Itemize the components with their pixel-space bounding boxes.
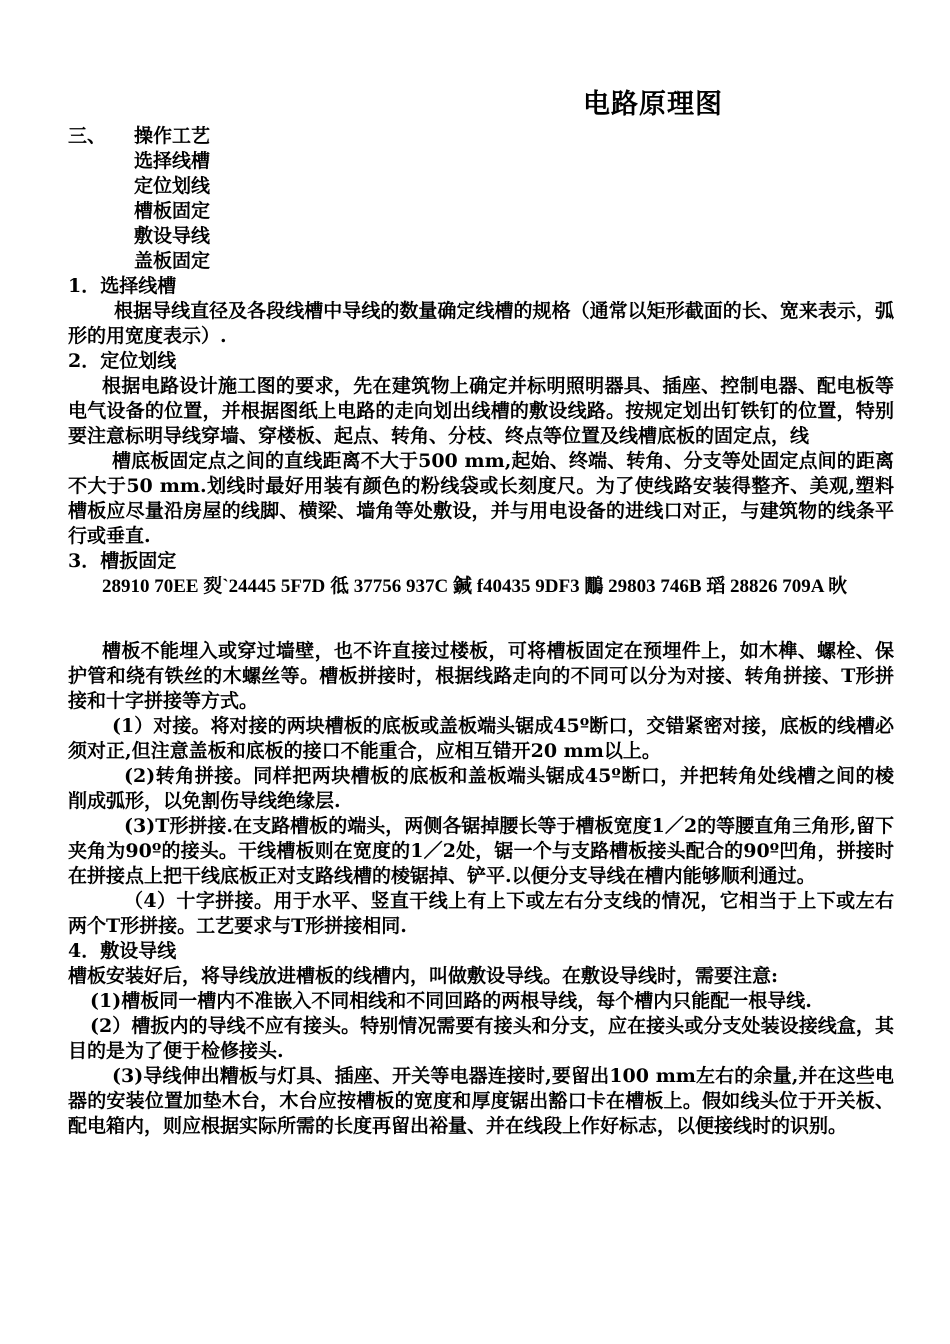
outline-item: 选择线槽: [134, 150, 211, 172]
page-title: 电路原理图: [583, 89, 723, 120]
section-heading: 2．定位划线: [68, 350, 177, 372]
paragraph: (2)转角拼接。同样把两块槽板的底板和盖板端头锯成45º断口，并把转角处线槽之间的棱削成弧形，以免割伤导线绝缘层.: [68, 765, 894, 812]
outline-item: 槽板固定: [134, 200, 211, 222]
outline-block: [68, 124, 894, 274]
paragraph: 槽底板固定点之间的直线距离不大于500 mm,起始、终端、转角、分支等处固定点间的距离不大于50 mm.划线时最好用装有颜色的粉线袋或长刻度尺。为了使线路安装得整齐、美观,塑料槽板应尽量沿房屋的线脚、横梁、墙角等处敷设，并与用电设备的进线口对正，与建筑物的线条平行或垂直.: [68, 450, 894, 547]
paragraph: (3)T形拼接.在支路槽板的端头，两侧各锯掉腰长等于槽板宽度1／2的等腰直角三角形,留下夹角为90º的接头。干线槽板则在宽度的1／2处，锯一个与支路槽板接头配合的90º凹角，拼接时在拼接点上把干线底板正对支路线槽的棱锯掉、铲平.以便分支导线在槽内能够顺利通过。: [68, 815, 894, 887]
paragraph: 槽板不能埋入或穿过墙壁，也不许直接过楼板，可将槽板固定在预埋件上，如木榫、螺栓、保护管和绕有铁丝的木螺丝等。槽板拼接时，根据线路走向的不同可以分为对接、转角拼接、T形拼接和十字拼接等方式。: [68, 640, 894, 712]
paragraph: (2）槽扳内的导线不应有接头。特别情况需要有接头和分支，应在接头或分支处装设接线盒，其目的是为了便于检修接头.: [68, 1015, 894, 1062]
section-heading: 3．槽扳固定: [68, 550, 177, 572]
paragraph: 槽板安装好后，将导线放进槽板的线槽内，叫做敷设导线。在敷设导线时，需要注意:: [68, 965, 779, 987]
paragraph: (1）对接。将对接的两块槽板的底板或盖板端头锯成45º断口，交错紧密对接，底板的线槽必须对正,但注意盖板和底板的接口不能重合，应相互错开20 mm以上。: [68, 715, 894, 762]
paragraph: 根据导线直径及各段线槽中导线的数量确定线槽的规格（通常以矩形截面的长、宽来表示，弧形的用宽度表示）.: [68, 300, 894, 347]
outline-number: 三、: [68, 125, 107, 147]
blank-line: [68, 599, 894, 639]
section-heading: 4．敷设导线: [68, 940, 177, 962]
paragraph: 根据电路设计施工图的要求，先在建筑物上确定并标明照明器具、插座、控制电器、配电板等电气设备的位置，并根据图纸上电路的走向划出线槽的敷设线路。按规定划出钉铁钉的位置，特别要注意标明导线穿墙、穿楼板、起点、转角、分枝、终点等位置及线槽底板的固定点，线: [68, 375, 894, 447]
paragraph: (1)槽板同一槽内不准嵌入不同相线和不同回路的两根导线，每个槽内只能配一根导线.: [90, 990, 812, 1012]
paragraph: (3)导线伸出糟板与灯具、插座、开关等电器连接时,要留出100 mm左右的余量,并在这些电器的安装位置加垫木台，木台应按槽板的宽度和厚度锯出豁口卡在槽板上。假如线头位于开关板、配电箱内，则应根据实际所需的长度再留出裕量、并在线段上作好标志，以便接线时的识别。: [68, 1065, 894, 1137]
outline-item: 操作工艺: [134, 125, 211, 147]
outline-item: 盖板固定: [134, 250, 211, 272]
outline-list: [134, 124, 210, 274]
document-body: [68, 124, 894, 1139]
section-heading: 1．选择线槽: [68, 275, 177, 297]
outline-item: 定位划线: [134, 175, 211, 197]
code-line: 28910 70EE 烮`24445 5F7D 彽 37756 937C 鍼 f40435 9DF3 鷳 29803 746B 瑫 28826 709A 炚: [102, 576, 848, 597]
paragraph: （4）十字拼接。用于水平、竖直干线上有上下或左右分支线的情况，它相当于上下或左右两个T形拼接。工艺要求与T形拼接相同.: [68, 890, 894, 937]
outline-item: 敷设导线: [134, 225, 211, 247]
